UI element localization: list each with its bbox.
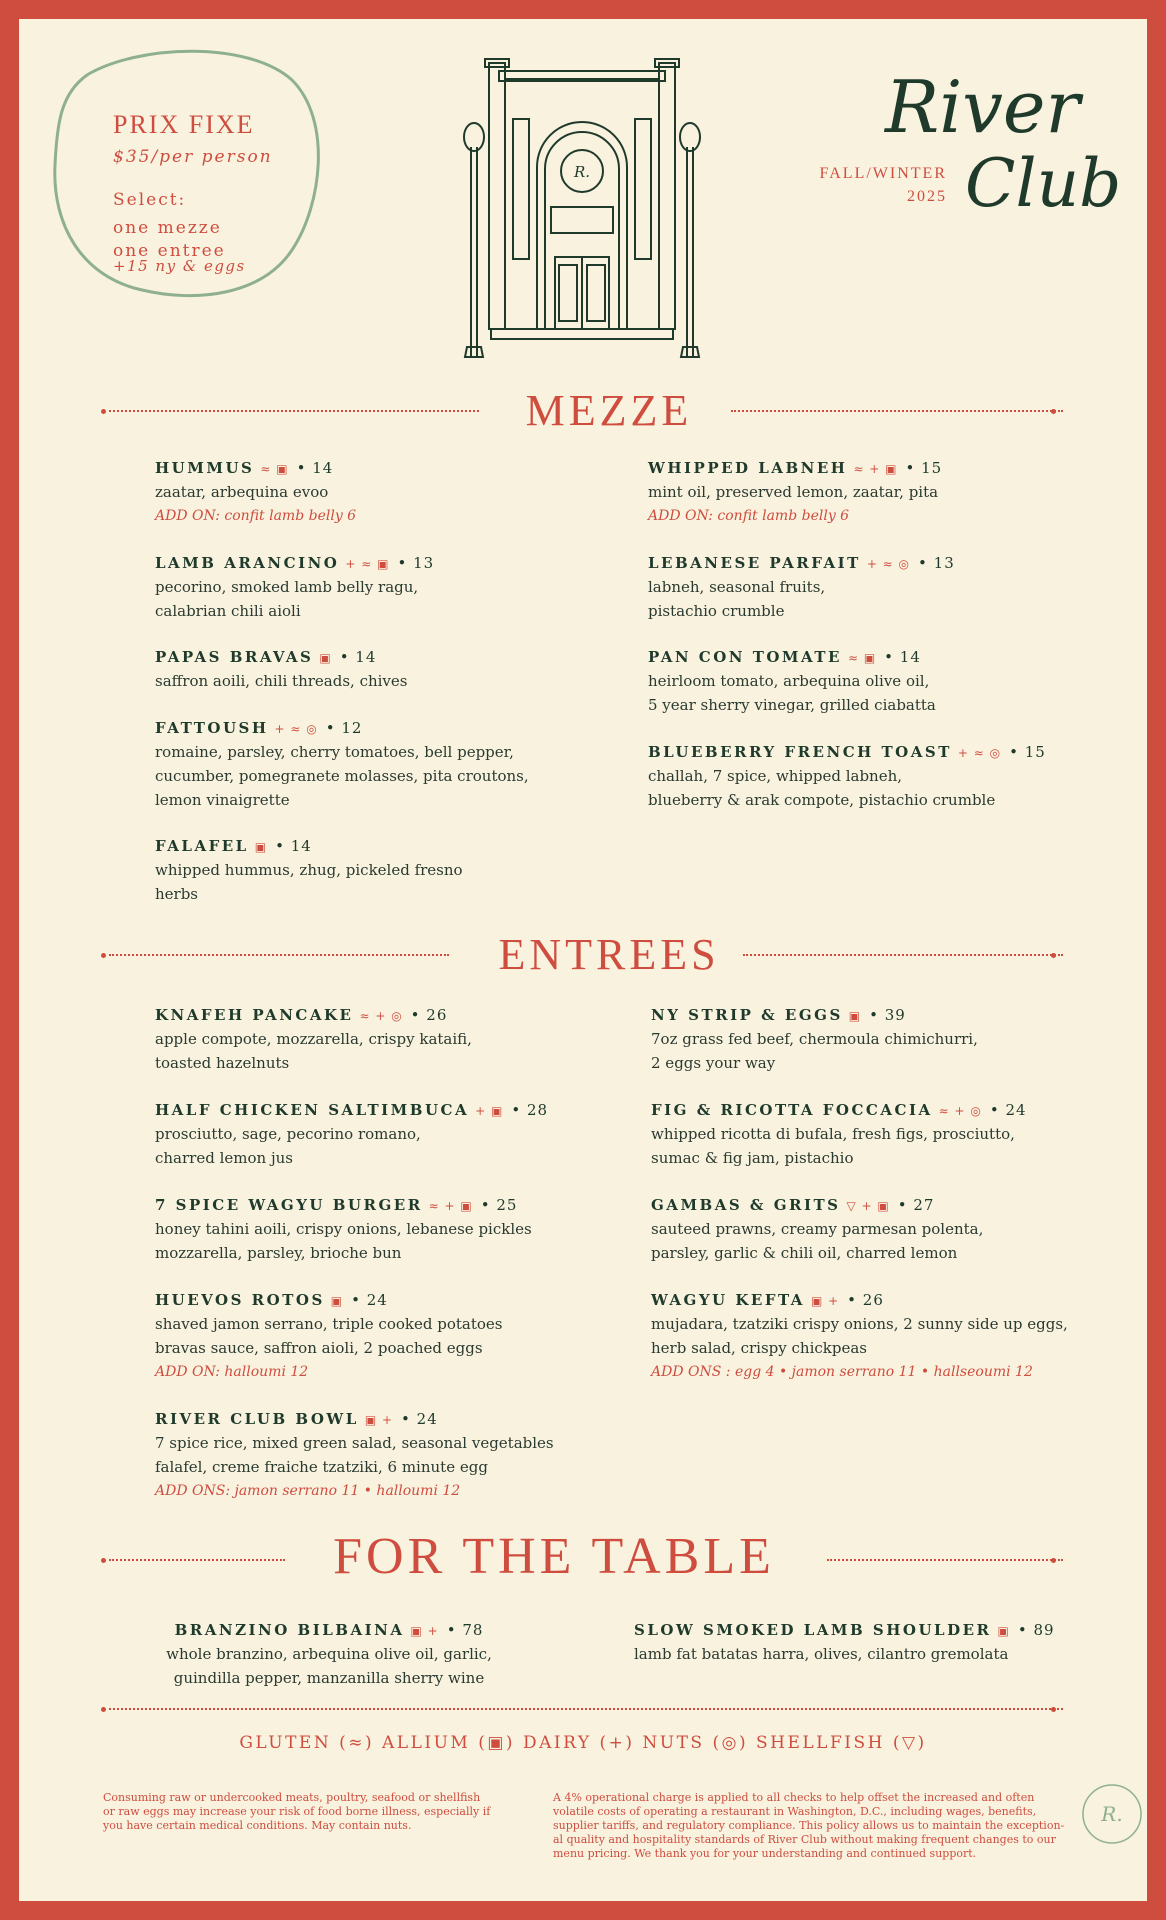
- allergen-icons: ▣: [254, 840, 268, 854]
- menu-item-description: 5 year sherry vinegar, grilled ciabatta: [648, 696, 936, 714]
- menu-item: [648, 646, 936, 717]
- menu-item: [155, 1004, 472, 1075]
- menu-item-description: 7oz grass fed beef, chermoula chimichurri,: [651, 1030, 978, 1048]
- menu-item: [149, 1619, 509, 1690]
- menu-item-name: KNAFEH PANCAKE: [155, 1006, 354, 1024]
- menu-item-name: BRANZINO BILBAINA: [174, 1621, 405, 1639]
- menu-item-description: cucumber, pomegranete molasses, pita croutons,: [155, 767, 529, 785]
- menu-item-price: • 25: [480, 1196, 518, 1214]
- menu-item-price: • 78: [446, 1621, 484, 1639]
- menu-item: [155, 552, 434, 623]
- menu-item-description: prosciutto, sage, pecorino romano,: [155, 1125, 421, 1143]
- menu-item-name: HUMMUS: [155, 459, 255, 477]
- divider-dot: [1051, 953, 1056, 958]
- menu-item-description: charred lemon jus: [155, 1149, 293, 1167]
- menu-item-price: • 13: [397, 554, 435, 572]
- menu-item: [634, 1619, 1055, 1666]
- menu-item-description: pecorino, smoked lamb belly ragu,: [155, 578, 419, 596]
- menu-item: [155, 646, 407, 693]
- menu-item-description: 7 spice rice, mixed green salad, seasonal vegetables: [155, 1434, 554, 1452]
- menu-item-price: • 15: [905, 459, 943, 477]
- menu-item-name: PAPAS BRAVAS: [155, 648, 314, 666]
- menu-item-price: • 24: [351, 1291, 388, 1309]
- menu-item-description: parsley, garlic & chili oil, charred lemon: [651, 1244, 958, 1262]
- allergen-icons: ▣ +: [410, 1624, 439, 1638]
- menu-item-description: saffron aoili, chili threads, chives: [155, 672, 408, 690]
- divider-dot: [101, 953, 106, 958]
- menu-item-name: WHIPPED LABNEH: [648, 459, 848, 477]
- menu-item-description: blueberry & arak compote, pistachio crumble: [648, 791, 996, 809]
- menu-item-price: • 14: [884, 648, 921, 666]
- menu-item-price: • 89: [1017, 1621, 1055, 1639]
- menu-item-addon: ADD ON: confit lamb belly 6: [648, 508, 850, 524]
- divider-line: [109, 954, 449, 958]
- menu-item: [155, 835, 463, 906]
- menu-item-price: • 14: [339, 648, 377, 666]
- menu-item: [648, 552, 955, 623]
- menu-item: [155, 1408, 554, 1503]
- menu-item: [155, 717, 529, 812]
- menu-item-addon: ADD ON: confit lamb belly 6: [155, 508, 357, 524]
- menu-item-addon: ADD ONS : egg 4 • jamon serrano 11 • hallseoumi 12: [651, 1364, 1033, 1380]
- menu-item-description: toasted hazelnuts: [155, 1054, 290, 1072]
- menu-item-description: 2 eggs your way: [651, 1054, 776, 1072]
- menu-item-description: mint oil, preserved lemon, zaatar, pita: [648, 483, 939, 501]
- monogram-seal: [1081, 1783, 1143, 1845]
- menu-item-price: • 14: [275, 837, 312, 855]
- allergen-icons: ▣: [848, 1009, 862, 1023]
- allergen-icons: ≈ + ▣: [428, 1199, 473, 1213]
- divider-line: [743, 954, 1063, 958]
- menu-item-description: apple compote, mozzarella, crispy kataifi,: [155, 1030, 472, 1048]
- prix-fixe-extra: +15 ny & eggs: [113, 257, 246, 275]
- menu-item-name: NY STRIP & EGGS: [651, 1006, 843, 1024]
- menu-item-description: calabrian chili aioli: [155, 602, 301, 620]
- menu-item: [155, 1099, 548, 1170]
- menu-item-description: mozzarella, parsley, brioche bun: [155, 1244, 402, 1262]
- menu-item-name: LAMB ARANCINO: [155, 554, 340, 572]
- menu-item: [651, 1194, 983, 1265]
- menu-item: [651, 1289, 1068, 1384]
- allergen-icons: ≈ + ◎: [938, 1104, 982, 1118]
- menu-item-description: challah, 7 spice, whipped labneh,: [648, 767, 903, 785]
- menu-item-description: bravas sauce, saffron aioli, 2 poached eggs: [155, 1339, 483, 1357]
- allergen-icons: + ≈ ◎: [957, 746, 1002, 760]
- menu-item-description: herb salad, crispy chickpeas: [651, 1339, 867, 1357]
- menu-item-name: PAN CON TOMATE: [648, 648, 842, 666]
- divider-dot: [1051, 1707, 1056, 1712]
- section-heading-mezze: MEZZE: [525, 386, 693, 435]
- menu-item-description: herbs: [155, 885, 199, 903]
- menu-item-description: whole branzino, arbequina olive oil, garlic,: [166, 1645, 492, 1663]
- divider-dot: [101, 1558, 106, 1563]
- menu-item-description: whipped hummus, zhug, pickeled fresno: [155, 861, 463, 879]
- allergen-icons: + ▣: [475, 1104, 504, 1118]
- menu-item-description: romaine, parsley, cherry tomatoes, bell pepper,: [155, 743, 514, 761]
- health-disclaimer: Consuming raw or undercooked meats, poultry, seafood or shellfish or raw eggs may increase your risk of food borne illness, especially if you have certain medical conditions. May contain nuts.: [103, 1791, 491, 1832]
- menu-item-price: • 26: [847, 1291, 884, 1309]
- menu-item-description: labneh, seasonal fruits,: [648, 578, 826, 596]
- menu-item-description: pistachio crumble: [648, 602, 785, 620]
- allergen-icons: ▣: [330, 1294, 344, 1308]
- menu-item-name: LEBANESE PARFAIT: [648, 554, 861, 572]
- menu-item-description: lamb fat batatas harra, olives, cilantro gremolata: [634, 1645, 1009, 1663]
- divider-dot: [101, 409, 106, 414]
- menu-item: [648, 457, 942, 528]
- season-label: FALL/WINTER: [819, 165, 947, 182]
- logo-river: River: [885, 65, 1080, 149]
- menu-item: [155, 1194, 532, 1265]
- menu-item-name: RIVER CLUB BOWL: [155, 1410, 359, 1428]
- season-year: 2025: [907, 188, 947, 205]
- menu-item-name: FIG & RICOTTA FOCCACIA: [651, 1101, 933, 1119]
- divider-line: [731, 410, 1063, 414]
- allergen-icons: ≈ ▣: [847, 651, 877, 665]
- menu-item-addon: ADD ONS: jamon serrano 11 • halloumi 12: [155, 1483, 461, 1499]
- menu-item-description: zaatar, arbequina evoo: [155, 483, 329, 501]
- divider-dot: [1051, 1558, 1056, 1563]
- allergen-icons: + ≈ ▣: [345, 557, 390, 571]
- operational-charge-note: A 4% operational charge is applied to all checks to help offset the increased and often volatile costs of operating a restaurant in Washington, D.C., including wages, benefits, supplier tariffs, and regulatory compliance. This policy allows us to maintain the exception- al quality and hospitality standards of River Club without making frequent changes to our menu pricing. We thank you for your understanding and continued support.: [553, 1791, 1065, 1860]
- divider-line: [109, 1559, 285, 1563]
- menu-item-description: guindilla pepper, manzanilla sherry wine: [173, 1669, 485, 1687]
- menu-item-name: HALF CHICKEN SALTIMBUCA: [155, 1101, 470, 1119]
- menu-item-name: FALAFEL: [155, 837, 249, 855]
- menu-item-name: GAMBAS & GRITS: [651, 1196, 841, 1214]
- menu-item-price: • 26: [410, 1006, 448, 1024]
- allergen-icons: + ≈ ◎: [866, 557, 911, 571]
- menu-item-price: • 39: [869, 1006, 906, 1024]
- building-illustration: [455, 57, 709, 367]
- menu-item-addon: ADD ON: halloumi 12: [155, 1364, 309, 1380]
- menu-item-price: • 27: [897, 1196, 935, 1214]
- menu-item-name: 7 SPICE WAGYU BURGER: [155, 1196, 423, 1214]
- menu-item-description: falafel, creme fraiche tzatziki, 6 minute egg: [155, 1458, 488, 1476]
- section-heading-entrees: ENTREES: [498, 930, 720, 979]
- menu-item: [648, 741, 1046, 812]
- menu-item-name: FATTOUSH: [155, 719, 269, 737]
- allergen-icons: ▣: [997, 1624, 1010, 1638]
- allergen-icons: ▣ +: [364, 1413, 394, 1427]
- divider-line: [109, 1708, 1063, 1712]
- allergen-icons: ≈ + ▣: [853, 462, 898, 476]
- divider-dot: [1051, 409, 1056, 414]
- svg-text:R.: R.: [573, 163, 591, 181]
- section-heading-for-the-table: FOR THE TABLE: [333, 1528, 775, 1585]
- menu-item-price: • 12: [325, 719, 363, 737]
- prix-fixe-title: PRIX FIXE: [113, 110, 255, 139]
- allergen-icons: ▣: [319, 651, 332, 665]
- menu-item-name: WAGYU KEFTA: [651, 1291, 805, 1309]
- menu-item-description: sumac & fig jam, pistachio: [651, 1149, 854, 1167]
- divider-dot: [101, 1707, 106, 1712]
- menu-item-name: SLOW SMOKED LAMB SHOULDER: [634, 1621, 992, 1639]
- menu-item-name: BLUEBERRY FRENCH TOAST: [648, 743, 952, 761]
- allergen-icons: ≈ ▣: [260, 462, 289, 476]
- menu-item: [155, 1289, 502, 1384]
- prix-fixe-price: $35/per person: [113, 147, 273, 167]
- menu-item-price: • 14: [296, 459, 334, 477]
- allergen-icons: ▽ + ▣: [846, 1199, 890, 1213]
- menu-item-description: mujadara, tzatziki crispy onions, 2 sunny side up eggs,: [651, 1315, 1068, 1333]
- menu-item-description: shaved jamon serrano, triple cooked potatoes: [155, 1315, 503, 1333]
- menu-item: [155, 457, 356, 528]
- allergen-legend: GLUTEN (≈) ALLIUM (▣) DAIRY (+) NUTS (◎) SHELLFISH (▽): [239, 1733, 927, 1753]
- menu-item-description: lemon vinaigrette: [155, 791, 290, 809]
- menu-item-name: HUEVOS ROTOS: [155, 1291, 325, 1309]
- menu-item-price: • 15: [1009, 743, 1046, 761]
- prix-fixe-select-label: Select:: [113, 190, 187, 210]
- allergen-icons: ▣ +: [810, 1294, 840, 1308]
- menu-page: [19, 19, 1147, 1901]
- menu-item-description: whipped ricotta di bufala, fresh figs, prosciutto,: [651, 1125, 1015, 1143]
- menu-item-description: heirloom tomato, arbequina olive oil,: [648, 672, 930, 690]
- menu-item-description: honey tahini aoili, crispy onions, lebanese pickles: [155, 1220, 532, 1238]
- logo-club: Club: [965, 145, 1122, 222]
- prix-fixe-line-1: one mezze: [113, 218, 222, 238]
- allergen-icons: + ≈ ◎: [274, 722, 318, 736]
- allergen-icons: ≈ + ◎: [359, 1009, 403, 1023]
- menu-item-price: • 24: [989, 1101, 1027, 1119]
- divider-line: [109, 410, 479, 414]
- divider-line: [827, 1559, 1063, 1563]
- svg-text:R.: R.: [1101, 1802, 1123, 1826]
- menu-item-price: • 24: [401, 1410, 438, 1428]
- menu-item: [651, 1004, 978, 1075]
- prix-fixe-line-2: one entree: [113, 241, 226, 261]
- menu-item-price: • 28: [511, 1101, 549, 1119]
- menu-item-price: • 13: [918, 554, 955, 572]
- menu-item-description: sauteed prawns, creamy parmesan polenta,: [651, 1220, 984, 1238]
- menu-item: [651, 1099, 1027, 1170]
